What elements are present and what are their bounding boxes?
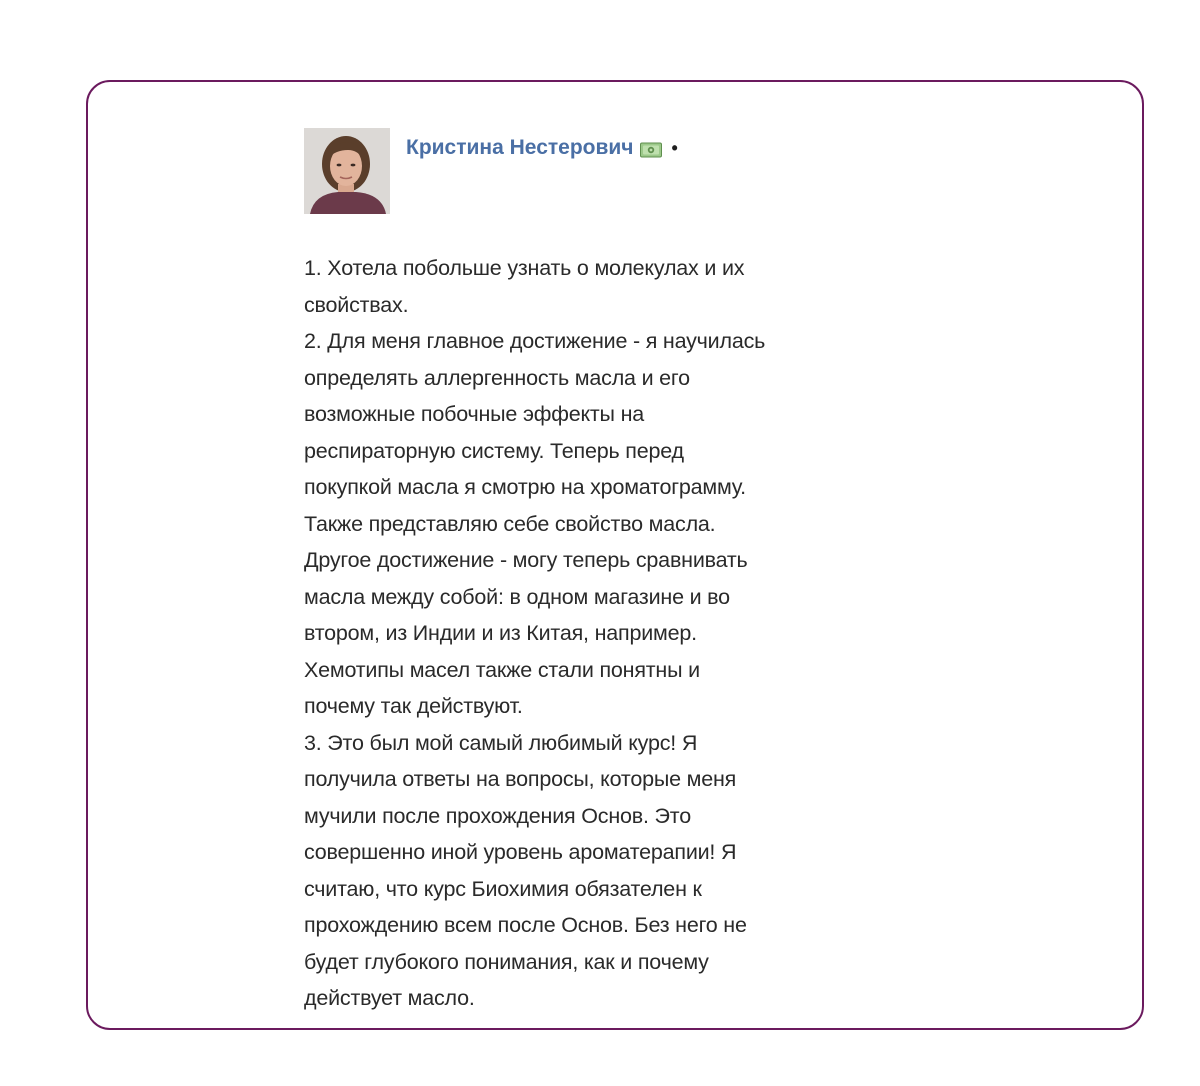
comment-line: Другое достижение - могу теперь сравнивать bbox=[304, 548, 748, 572]
comment-line: прохождению всем после Основ. Без него не bbox=[304, 913, 747, 937]
comment bbox=[304, 128, 864, 1017]
avatar[interactable] bbox=[304, 128, 390, 214]
comment-line: совершенно иной уровень ароматерапии! Я bbox=[304, 840, 737, 864]
comment-line: почему так действуют. bbox=[304, 694, 523, 718]
comment-line: получила ответы на вопросы, которые меня bbox=[304, 767, 737, 791]
comment-line: Также представляю себе свойство масла. bbox=[304, 511, 716, 536]
comment-line: респираторную систему. Теперь перед bbox=[304, 438, 684, 463]
comment-line: 1. Хотела побольше узнать о молекулах и их bbox=[304, 256, 745, 280]
comment-line: втором, из Индии и из Китая, например. bbox=[304, 621, 697, 645]
comment-line: определять аллергенность масла и его bbox=[304, 365, 690, 390]
comment-line: 3. Это был мой самый любимый курс! Я bbox=[304, 730, 698, 755]
comment-line: масла между собой: в одном магазине и во bbox=[304, 584, 730, 609]
author-line bbox=[406, 136, 678, 160]
comment-text bbox=[304, 250, 864, 1017]
comment-line: будет глубокого понимания, как и почему bbox=[304, 949, 709, 974]
comment-line: считаю, что курс Биохимия обязателен к bbox=[304, 876, 702, 901]
author-name[interactable]: Кристина Нестерович bbox=[406, 136, 634, 159]
comment-line: возможные побочные эффекты на bbox=[304, 402, 645, 426]
comment-line: свойствах. bbox=[304, 292, 409, 317]
comment-line: действует масло. bbox=[304, 986, 475, 1010]
comment-header bbox=[304, 128, 864, 214]
comment-line: покупкой масла я смотрю на хроматограмму. bbox=[304, 475, 746, 499]
separator-dot: • bbox=[671, 137, 678, 158]
comment-line: мучили после прохождения Основ. Это bbox=[304, 803, 691, 828]
money-banknote-icon bbox=[640, 140, 662, 156]
comment-line: 2. Для меня главное достижение - я научилась bbox=[304, 329, 766, 353]
comment-line: Хемотипы масел также стали понятны и bbox=[304, 657, 700, 682]
